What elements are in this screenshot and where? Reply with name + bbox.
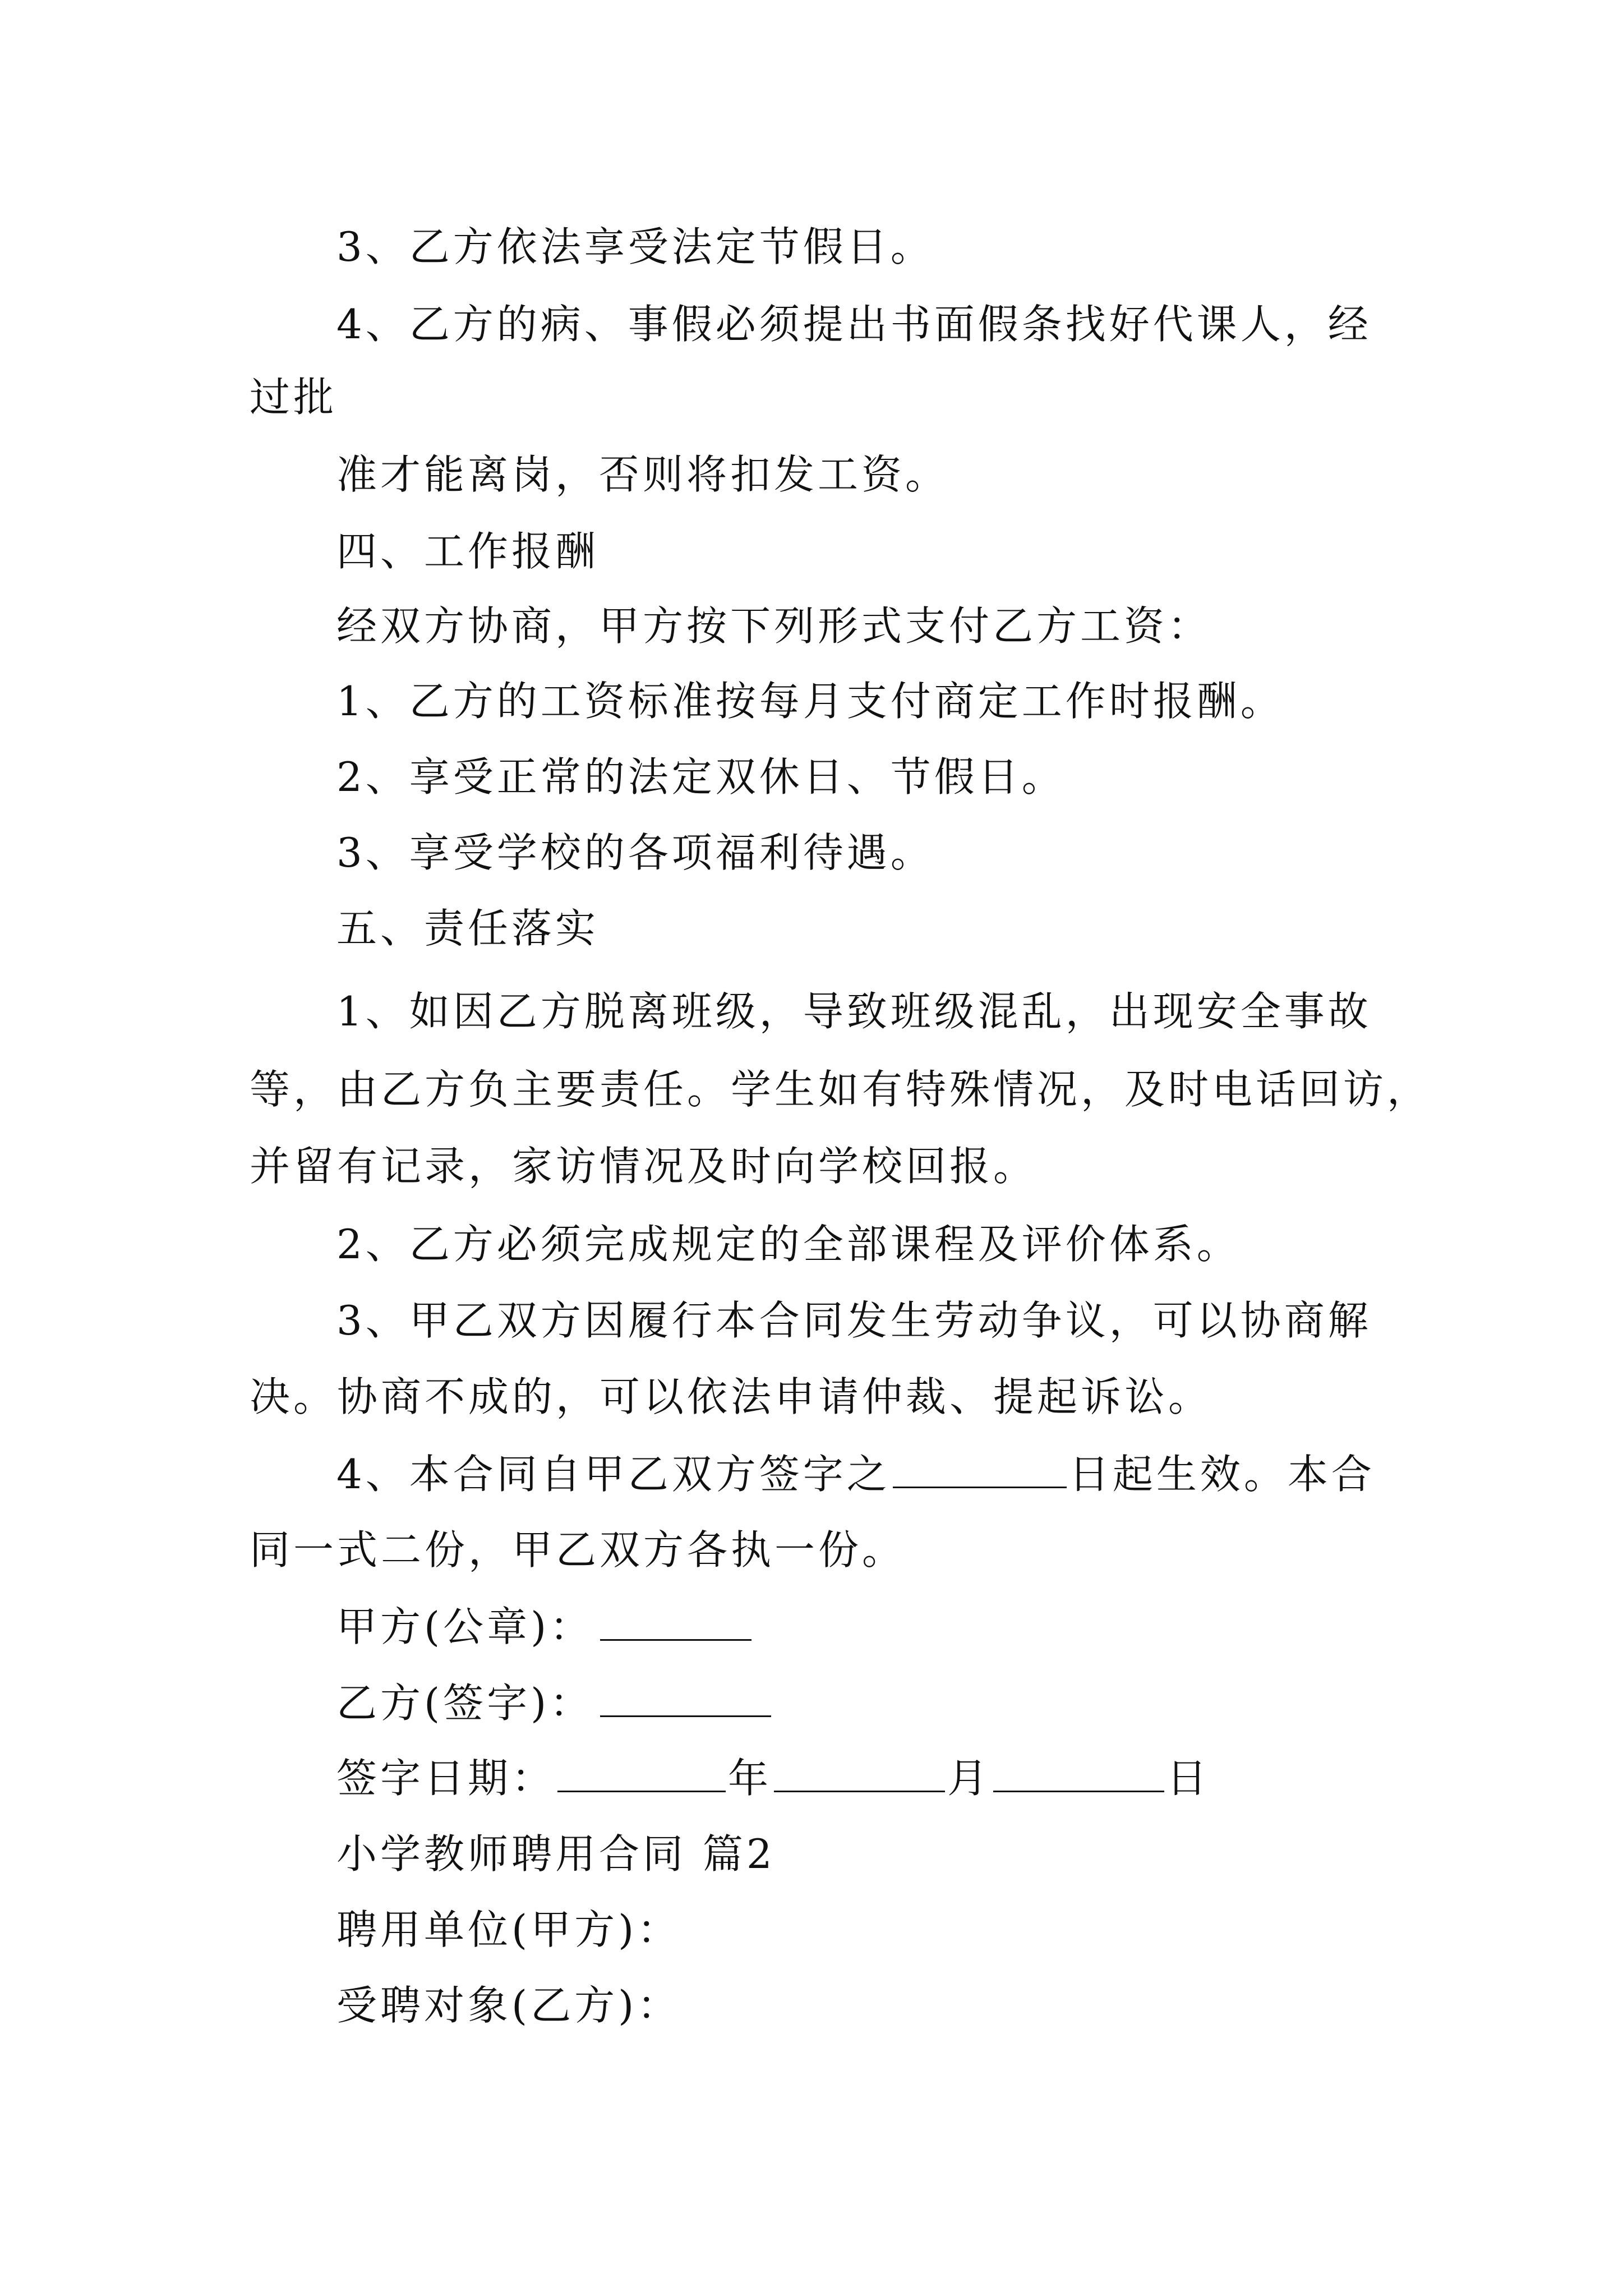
clause-text: 3、乙方依法享受法定节假日。 [336,223,934,270]
year-blank[interactable] [557,1757,726,1792]
day-label: 日 [1166,1755,1211,1802]
clause-text: 日起生效。本合 [1068,1451,1375,1498]
date-label: 签字日期： [336,1755,556,1802]
signature-date-row [336,1751,1210,1805]
clause-text: 3、甲乙双方因履行本合同发生劳动争议，可以协商解 [336,1297,1372,1344]
clause-text: 1、如因乙方脱离班级，导致班级混乱，出现安全事故 [336,988,1372,1035]
party-b-signature-row [336,1676,773,1730]
clause-text: 同一式二份，甲乙双方各执一份。 [250,1526,906,1573]
clause-text: 4、本合同自甲乙双方签字之 [336,1451,891,1498]
employee-label: 受聘对象(乙方)： [336,1982,681,2029]
month-label: 月 [947,1755,992,1802]
party-b-label: 乙方(签字)： [336,1680,594,1727]
clause-text: 等，由乙方负主要责任。学生如有特殊情况，及时电话回访， [250,1066,1431,1113]
clause-text: 决。协商不成的，可以依法申请仲裁、提起诉讼。 [250,1373,1212,1420]
clause-text: 经双方协商，甲方按下列形式支付乙方工资： [336,602,1212,650]
clause-text-with-blank [336,1447,1375,1501]
clause-text: 3、享受学校的各项福利待遇。 [336,829,934,876]
employer-label: 聘用单位(甲方)： [336,1906,681,1953]
party-a-label: 甲方(公章)： [336,1603,594,1650]
day-blank[interactable] [993,1757,1164,1792]
clause-text: 2、享受正常的法定双休日、节假日。 [336,753,1066,800]
party-a-seal-blank[interactable] [600,1605,751,1641]
clause-text: 1、乙方的工资标准按每月支付商定工作时报酬。 [336,678,1284,725]
month-blank[interactable] [774,1757,945,1792]
clause-text: 准才能离岗，否则将扣发工资。 [336,451,949,498]
clause-text: 并留有记录，家访情况及时向学校回报。 [250,1143,1038,1190]
year-label: 年 [728,1755,772,1802]
clause-text: 2、乙方必须完成规定的全部课程及评价体系。 [336,1221,1241,1268]
party-a-signature-row [336,1600,754,1654]
clause-text: 4、乙方的病、事假必须提出书面假条找好代课人，经 [336,301,1372,348]
section-heading: 四、工作报酬 [336,528,600,575]
party-b-signature-blank[interactable] [600,1682,771,1717]
section-heading: 五、责任落实 [336,905,600,952]
section-title: 小学教师聘用合同 篇2 [336,1830,776,1878]
fill-in-blank[interactable] [893,1453,1067,1488]
clause-text: 过批 [250,374,338,421]
